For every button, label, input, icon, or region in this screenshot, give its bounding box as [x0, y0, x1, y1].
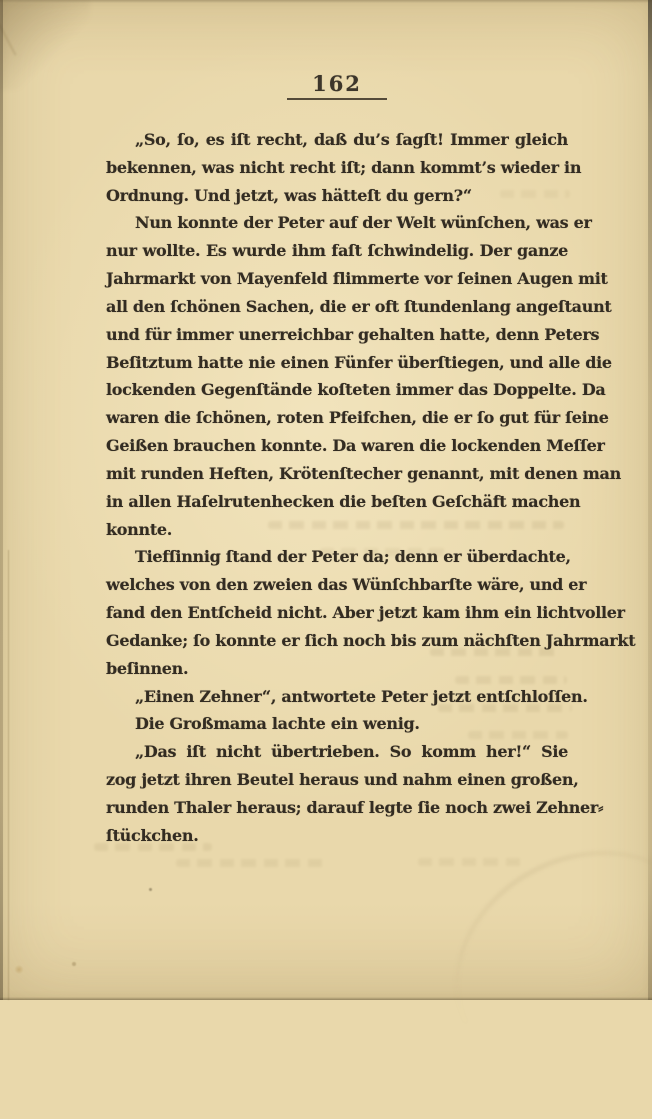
text-line: nur wollte. Es wurde ihm faſt ſchwindelig. Der ganze	[106, 241, 568, 261]
page-number: 162	[287, 71, 387, 100]
show-through-ghost	[94, 843, 212, 851]
text-line: konnte.	[106, 519, 173, 539]
show-through-ghost	[430, 648, 562, 656]
paper-crease	[417, 809, 652, 1118]
show-through-ghost	[176, 859, 328, 867]
text-line: beſinnen.	[106, 658, 189, 678]
text-line: bekennen, was nicht recht iſt; dann kommt’s wieder in	[106, 157, 582, 177]
page-text-block	[106, 126, 636, 850]
text-line: all den ſchönen Sachen, die er oft ſtundenlang angeſtaunt	[106, 296, 612, 316]
text-line: waren die ſchönen, roten Pfeifchen, die er ſo gut für ſeine	[106, 408, 609, 428]
text-line: Ordnung. Und jetzt, was hätteſt du gern?“	[106, 185, 472, 205]
text-line: Jahrmarkt von Mayenfeld flimmerte vor ſeinen Augen mit	[106, 269, 608, 289]
page-header	[106, 71, 568, 100]
text-line: mit runden Heften, Krötenſtecher genannt, mit denen man	[106, 463, 621, 483]
text-line: Nun konnte der Peter auf der Welt wünſchen, was er	[135, 213, 592, 233]
page-edge-shadow-right	[648, 0, 652, 1000]
show-through-ghost	[455, 676, 567, 684]
text-line: in allen Haſelrutenhecken die beſten Geſchäft machen	[106, 491, 581, 511]
text-line: Beſitztum hatte nie einen Fünfer überſtiegen, und alle die	[106, 352, 612, 372]
text-line: runden Thaler heraus; darauf legte ſie noch zwei Zehner⸗	[106, 797, 604, 817]
page-edge-shadow-top	[0, 0, 652, 3]
text-line: welches von den zweien das Wünſchbarſte wäre, und er	[106, 575, 587, 595]
text-line: und für immer unerreichbar gehalten hatte, denn Peters	[106, 324, 600, 344]
paper-stain	[14, 965, 24, 974]
text-line: Die Großmama lachte ein wenig.	[135, 714, 420, 734]
text-line: zog jetzt ihren Beutel heraus und nahm einen großen,	[106, 770, 579, 790]
show-through-ghost	[268, 521, 564, 529]
text-line: „Das iſt nicht übertrieben. So komm her!“ Sie	[135, 742, 568, 762]
paper-stain	[149, 888, 152, 891]
show-through-ghost	[418, 858, 526, 866]
text-line: „So, ſo, es iſt recht, daß du’s ſagſt! Immer gleich	[135, 130, 568, 149]
text-line: Gedanke; ſo konnte er ſich noch bis zum nächſten Jahrmarkt	[106, 630, 636, 650]
text-line: Tiefſinnig ſtand der Peter da; denn er überdachte,	[135, 547, 571, 567]
text-line: Geißen brauchen konnte. Da waren die lockenden Meſſer	[106, 436, 605, 456]
text-line: lockenden Gegenſtände koſteten immer das Doppelte. Da	[106, 380, 606, 400]
show-through-ghost	[438, 704, 572, 712]
show-through-ghost	[468, 731, 568, 739]
worn-corner-shadow	[0, 0, 90, 90]
paper-crease	[8, 550, 9, 1000]
paper-stain	[72, 962, 76, 966]
show-through-ghost	[500, 190, 570, 198]
show-through-ghost	[320, 548, 450, 556]
text-line: ſtückchen.	[106, 825, 199, 845]
text-line: fand den Entſcheid nicht. Aber jetzt kam ihm ein lichtvoller	[106, 603, 625, 623]
page-edge-shadow-left	[0, 0, 3, 1000]
text-line: „Einen Zehner“, antwortete Peter jetzt entſchloſſen.	[135, 686, 588, 706]
